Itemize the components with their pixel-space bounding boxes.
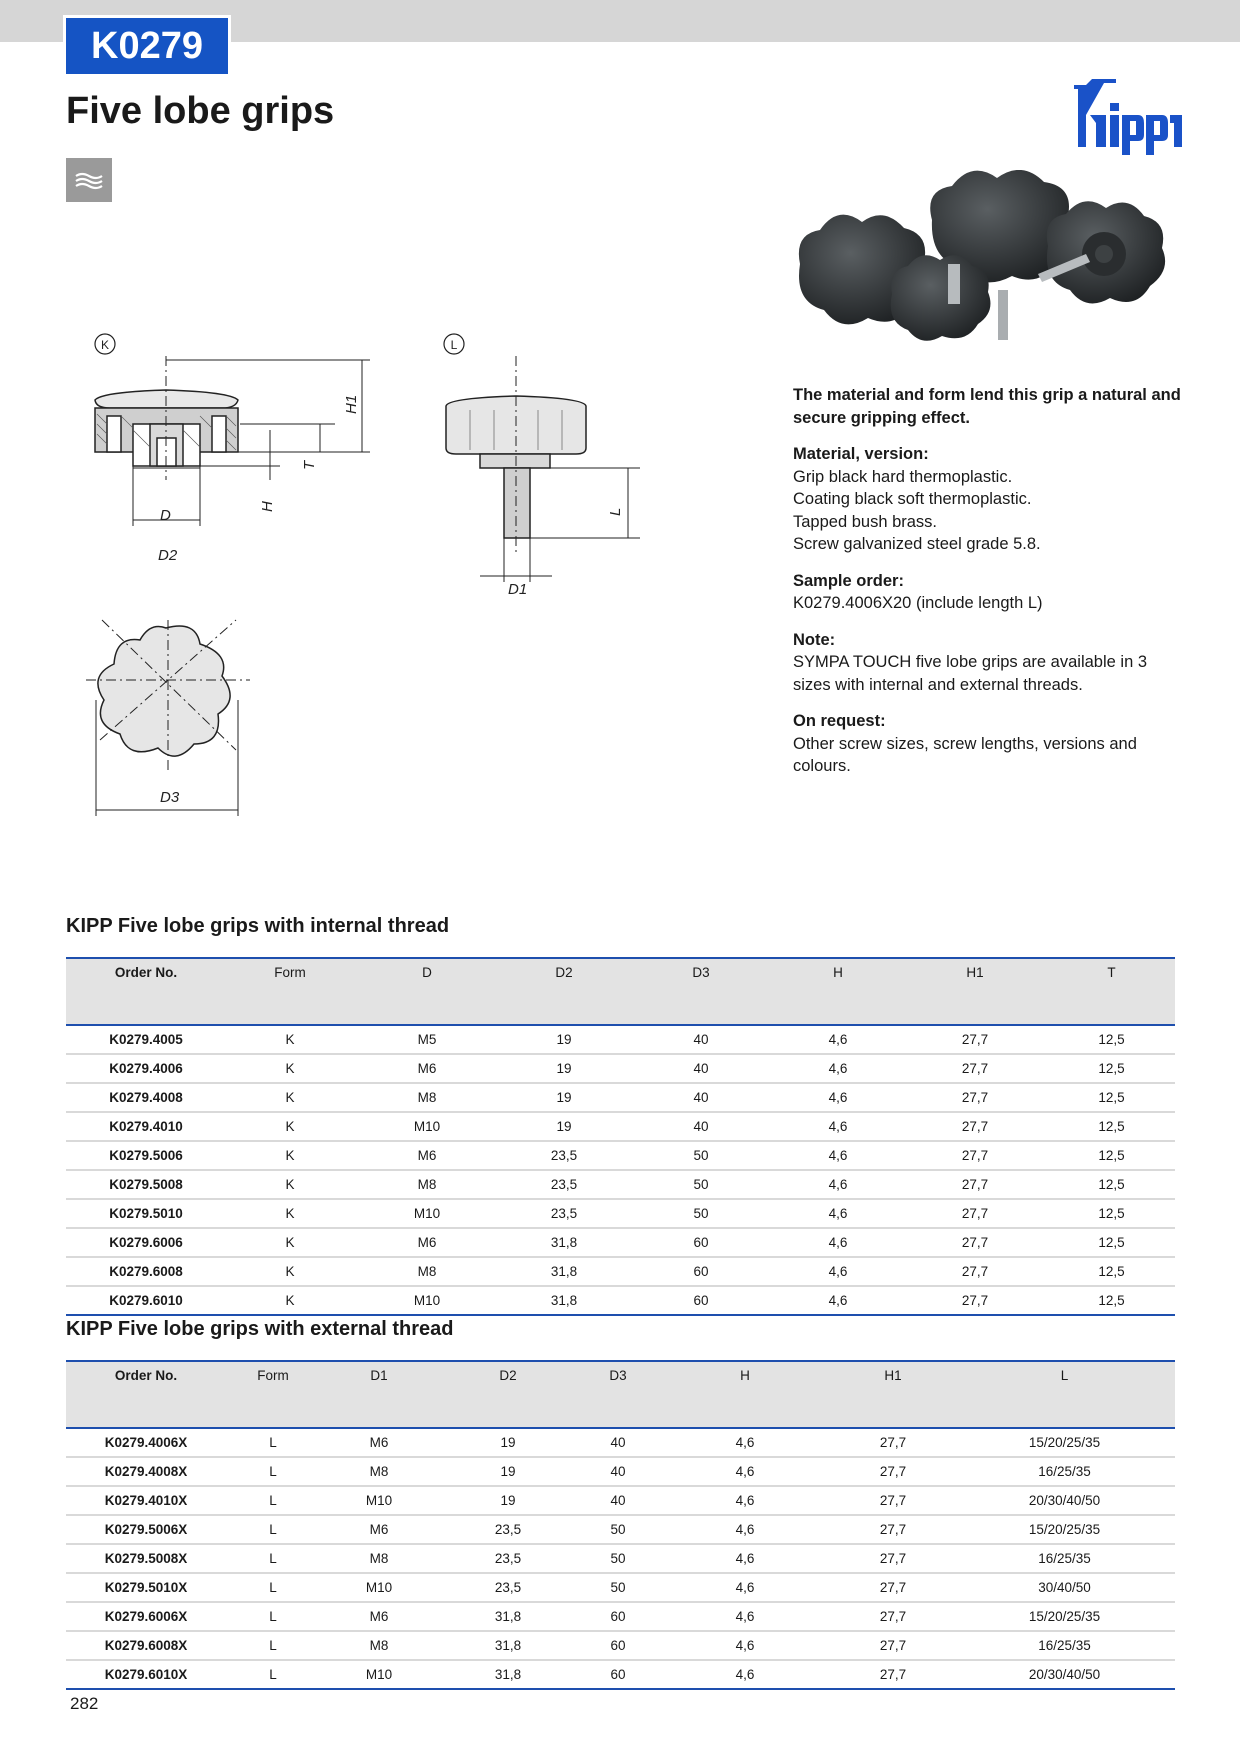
table-cell: M8: [354, 1170, 500, 1199]
table-cell: 12,5: [1048, 1228, 1175, 1257]
external-thread-table: [66, 1360, 1175, 1690]
table-cell: M6: [320, 1602, 438, 1631]
table-cell: 4,6: [774, 1054, 902, 1083]
column-header: D3: [578, 1361, 658, 1428]
column-header: D2: [500, 958, 628, 1025]
table-row: [66, 1457, 1175, 1486]
table-cell: 27,7: [902, 1025, 1048, 1054]
table-cell: 40: [628, 1112, 774, 1141]
table-row: [66, 1515, 1175, 1544]
svg-text:H: H: [259, 501, 276, 512]
table-cell: 16/25/35: [954, 1544, 1175, 1573]
table-cell: 23,5: [500, 1141, 628, 1170]
table-cell: 4,6: [658, 1544, 832, 1573]
table-row: [66, 1054, 1175, 1083]
order-number-cell: K0279.6010: [66, 1286, 226, 1315]
table-cell: 4,6: [774, 1141, 902, 1170]
table-cell: 27,7: [832, 1457, 954, 1486]
table-cell: L: [226, 1660, 320, 1689]
table-row: [66, 1544, 1175, 1573]
table-row: [66, 1170, 1175, 1199]
table-cell: M6: [354, 1228, 500, 1257]
order-number-cell: K0279.4008X: [66, 1457, 226, 1486]
svg-text:D: D: [160, 507, 171, 524]
table-cell: 19: [438, 1428, 578, 1457]
table-cell: K: [226, 1083, 354, 1112]
table-cell: 4,6: [658, 1428, 832, 1457]
table-cell: 23,5: [438, 1573, 578, 1602]
table-cell: 23,5: [438, 1515, 578, 1544]
table-cell: M6: [354, 1054, 500, 1083]
table-cell: L: [226, 1544, 320, 1573]
table-row: [66, 1199, 1175, 1228]
note-text: SYMPA TOUCH five lobe grips are available in 3 sizes with internal and external threads.: [793, 653, 1148, 694]
table-cell: 12,5: [1048, 1083, 1175, 1112]
table-cell: 50: [628, 1170, 774, 1199]
table-cell: 27,7: [832, 1602, 954, 1631]
table-cell: M10: [354, 1112, 500, 1141]
table-cell: 4,6: [658, 1631, 832, 1660]
table-cell: M8: [320, 1544, 438, 1573]
table-cell: K: [226, 1112, 354, 1141]
table-cell: K: [226, 1257, 354, 1286]
table-cell: 30/40/50: [954, 1573, 1175, 1602]
table-cell: 27,7: [832, 1544, 954, 1573]
table-cell: 50: [578, 1573, 658, 1602]
table-cell: 4,6: [658, 1457, 832, 1486]
internal-table-title: KIPP Five lobe grips with internal thread: [66, 915, 450, 937]
technical-drawing: [0, 320, 700, 840]
note-block: [793, 629, 1183, 697]
table-cell: 4,6: [658, 1515, 832, 1544]
material-line: Coating black soft thermoplastic.: [793, 490, 1032, 508]
table-cell: 40: [578, 1457, 658, 1486]
table-cell: 40: [628, 1025, 774, 1054]
form-k-marker: [95, 334, 115, 354]
column-header: H1: [832, 1361, 954, 1428]
table-cell: 23,5: [438, 1544, 578, 1573]
order-number-cell: K0279.4006: [66, 1054, 226, 1083]
table-cell: 31,8: [438, 1631, 578, 1660]
table-cell: 50: [628, 1199, 774, 1228]
internal-table-body: [66, 1025, 1175, 1315]
table-cell: 4,6: [774, 1257, 902, 1286]
table-cell: 15/20/25/35: [954, 1428, 1175, 1457]
svg-text:L: L: [607, 507, 624, 516]
table-cell: M6: [320, 1515, 438, 1544]
table-row: [66, 1631, 1175, 1660]
table-cell: 27,7: [902, 1054, 1048, 1083]
column-header: D2: [438, 1361, 578, 1428]
table-cell: 12,5: [1048, 1257, 1175, 1286]
order-number-cell: K0279.5010: [66, 1199, 226, 1228]
column-header: T: [1048, 958, 1175, 1025]
table-cell: 15/20/25/35: [954, 1515, 1175, 1544]
order-number-cell: K0279.5008X: [66, 1544, 226, 1573]
table-cell: 12,5: [1048, 1199, 1175, 1228]
order-number-cell: K0279.4006X: [66, 1428, 226, 1457]
order-number-cell: K0279.4005: [66, 1025, 226, 1054]
external-table-title: KIPP Five lobe grips with external thread: [66, 1318, 454, 1340]
table-cell: 12,5: [1048, 1025, 1175, 1054]
table-cell: 50: [578, 1515, 658, 1544]
order-number-cell: K0279.4010X: [66, 1486, 226, 1515]
table-row: [66, 1286, 1175, 1315]
column-header: D: [354, 958, 500, 1025]
table-cell: K: [226, 1228, 354, 1257]
table-row: [66, 1602, 1175, 1631]
table-cell: L: [226, 1428, 320, 1457]
column-header: Order No.: [66, 1361, 226, 1428]
table-cell: 4,6: [774, 1286, 902, 1315]
material-line: Tapped bush brass.: [793, 512, 938, 531]
table-cell: 27,7: [902, 1112, 1048, 1141]
order-number-cell: K0279.5006X: [66, 1515, 226, 1544]
table-cell: 12,5: [1048, 1112, 1175, 1141]
table-cell: 19: [500, 1083, 628, 1112]
request-block: [793, 710, 1183, 778]
table-cell: M8: [354, 1083, 500, 1112]
table-cell: 27,7: [832, 1573, 954, 1602]
table-cell: K: [226, 1141, 354, 1170]
table-row: [66, 1428, 1175, 1457]
material-heading: Material, version:: [793, 445, 929, 463]
table-cell: 12,5: [1048, 1286, 1175, 1315]
table-row: [66, 1141, 1175, 1170]
table-cell: 19: [500, 1025, 628, 1054]
table-cell: K: [226, 1054, 354, 1083]
table-cell: 27,7: [832, 1428, 954, 1457]
table-cell: 4,6: [774, 1112, 902, 1141]
table-cell: 40: [628, 1083, 774, 1112]
order-number-cell: K0279.6006X: [66, 1602, 226, 1631]
table-row: [66, 1228, 1175, 1257]
table-cell: 23,5: [500, 1199, 628, 1228]
table-cell: 15/20/25/35: [954, 1602, 1175, 1631]
table-cell: L: [226, 1457, 320, 1486]
table-header-row: [66, 1361, 1175, 1428]
table-cell: 31,8: [438, 1602, 578, 1631]
product-photo: [788, 170, 1180, 358]
table-cell: 27,7: [902, 1170, 1048, 1199]
table-cell: 60: [628, 1286, 774, 1315]
table-cell: 27,7: [832, 1631, 954, 1660]
material-line: Screw galvanized steel grade 5.8.: [793, 535, 1041, 553]
svg-text:D3: D3: [160, 789, 180, 806]
lead-text: The material and form lend this grip a natural and secure gripping effect.: [793, 386, 1181, 427]
svg-text:K: K: [100, 338, 110, 352]
table-cell: 31,8: [500, 1257, 628, 1286]
table-cell: 12,5: [1048, 1170, 1175, 1199]
table-row: [66, 1083, 1175, 1112]
table-cell: 19: [438, 1486, 578, 1515]
table-cell: 4,6: [658, 1573, 832, 1602]
sample-heading: Sample order:: [793, 571, 904, 590]
product-info: [793, 384, 1183, 792]
request-text: Other screw sizes, screw lengths, versions and colours.: [793, 734, 1137, 775]
product-code-badge: K0279: [66, 18, 228, 74]
svg-text:H1: H1: [343, 394, 360, 414]
table-row: [66, 1025, 1175, 1054]
table-cell: 20/30/40/50: [954, 1660, 1175, 1689]
page-number: 282: [70, 1694, 99, 1713]
table-cell: 50: [578, 1544, 658, 1573]
table-cell: 20/30/40/50: [954, 1486, 1175, 1515]
table-cell: 4,6: [658, 1602, 832, 1631]
table-cell: 40: [628, 1054, 774, 1083]
sample-order-block: [793, 570, 1183, 615]
table-cell: 40: [578, 1428, 658, 1457]
table-cell: K: [226, 1025, 354, 1054]
order-number-cell: K0279.6008: [66, 1257, 226, 1286]
order-number-cell: K0279.5006: [66, 1141, 226, 1170]
column-header: Order No.: [66, 958, 226, 1025]
table-cell: M8: [320, 1631, 438, 1660]
table-row: [66, 1112, 1175, 1141]
column-header: H: [774, 958, 902, 1025]
table-cell: 12,5: [1048, 1054, 1175, 1083]
note-heading: Note:: [793, 630, 836, 649]
table-cell: 60: [578, 1631, 658, 1660]
table-cell: 4,6: [658, 1486, 832, 1515]
column-header: Form: [226, 1361, 320, 1428]
table-cell: 4,6: [774, 1025, 902, 1054]
table-cell: L: [226, 1515, 320, 1544]
order-number-cell: K0279.5010X: [66, 1573, 226, 1602]
order-number-cell: K0279.6010X: [66, 1660, 226, 1689]
table-cell: M6: [354, 1141, 500, 1170]
table-cell: 4,6: [658, 1660, 832, 1689]
table-cell: K: [226, 1170, 354, 1199]
column-header: L: [954, 1361, 1175, 1428]
table-cell: 23,5: [500, 1170, 628, 1199]
table-cell: L: [226, 1573, 320, 1602]
table-cell: 27,7: [902, 1228, 1048, 1257]
table-cell: L: [226, 1631, 320, 1660]
external-table-body: [66, 1428, 1175, 1689]
table-cell: M6: [320, 1428, 438, 1457]
order-number-cell: K0279.4010: [66, 1112, 226, 1141]
table-cell: M8: [354, 1257, 500, 1286]
table-cell: 19: [500, 1112, 628, 1141]
order-number-cell: K0279.6006: [66, 1228, 226, 1257]
internal-thread-table: [66, 957, 1175, 1316]
table-cell: 60: [578, 1660, 658, 1689]
column-header: Form: [226, 958, 354, 1025]
table-row: [66, 1486, 1175, 1515]
table-cell: 12,5: [1048, 1141, 1175, 1170]
table-cell: 16/25/35: [954, 1457, 1175, 1486]
table-cell: M10: [354, 1199, 500, 1228]
table-header-row: [66, 958, 1175, 1025]
svg-text:T: T: [301, 460, 318, 470]
table-cell: 60: [578, 1602, 658, 1631]
table-cell: M5: [354, 1025, 500, 1054]
table-cell: 60: [628, 1228, 774, 1257]
table-cell: 27,7: [902, 1083, 1048, 1112]
table-cell: 27,7: [902, 1141, 1048, 1170]
order-number-cell: K0279.6008X: [66, 1631, 226, 1660]
table-cell: M10: [320, 1486, 438, 1515]
form-l-marker: [444, 334, 464, 354]
table-cell: 60: [628, 1257, 774, 1286]
table-row: [66, 1573, 1175, 1602]
table-cell: M10: [354, 1286, 500, 1315]
table-cell: 4,6: [774, 1228, 902, 1257]
column-header: H: [658, 1361, 832, 1428]
table-cell: 27,7: [832, 1660, 954, 1689]
table-cell: 31,8: [500, 1286, 628, 1315]
table-cell: 27,7: [832, 1486, 954, 1515]
table-cell: 27,7: [902, 1199, 1048, 1228]
table-cell: 16/25/35: [954, 1631, 1175, 1660]
table-cell: L: [226, 1486, 320, 1515]
table-cell: 31,8: [500, 1228, 628, 1257]
table-row: [66, 1660, 1175, 1689]
svg-text:D2: D2: [158, 547, 178, 564]
page-title: Five lobe grips: [66, 90, 335, 132]
table-cell: 27,7: [902, 1286, 1048, 1315]
svg-text:L: L: [450, 338, 458, 352]
wave-icon: [66, 158, 112, 202]
column-header: H1: [902, 958, 1048, 1025]
table-cell: M8: [320, 1457, 438, 1486]
table-cell: 40: [578, 1486, 658, 1515]
table-cell: 27,7: [832, 1515, 954, 1544]
table-cell: K: [226, 1199, 354, 1228]
table-cell: L: [226, 1602, 320, 1631]
table-cell: M10: [320, 1660, 438, 1689]
table-cell: 50: [628, 1141, 774, 1170]
sample-text: K0279.4006X20 (include length L): [793, 594, 1043, 612]
column-header: D3: [628, 958, 774, 1025]
column-header: D1: [320, 1361, 438, 1428]
material-block: [793, 443, 1183, 556]
table-cell: 27,7: [902, 1257, 1048, 1286]
table-cell: M10: [320, 1573, 438, 1602]
table-cell: 19: [500, 1054, 628, 1083]
table-row: [66, 1257, 1175, 1286]
kipp-logo: [1072, 75, 1186, 159]
table-cell: 19: [438, 1457, 578, 1486]
table-cell: 4,6: [774, 1083, 902, 1112]
table-cell: 4,6: [774, 1170, 902, 1199]
table-cell: 31,8: [438, 1660, 578, 1689]
table-cell: K: [226, 1286, 354, 1315]
order-number-cell: K0279.5008: [66, 1170, 226, 1199]
request-heading: On request:: [793, 712, 886, 730]
svg-text:D1: D1: [508, 581, 528, 598]
material-line: Grip black hard thermoplastic.: [793, 467, 1013, 486]
table-cell: 4,6: [774, 1199, 902, 1228]
order-number-cell: K0279.4008: [66, 1083, 226, 1112]
